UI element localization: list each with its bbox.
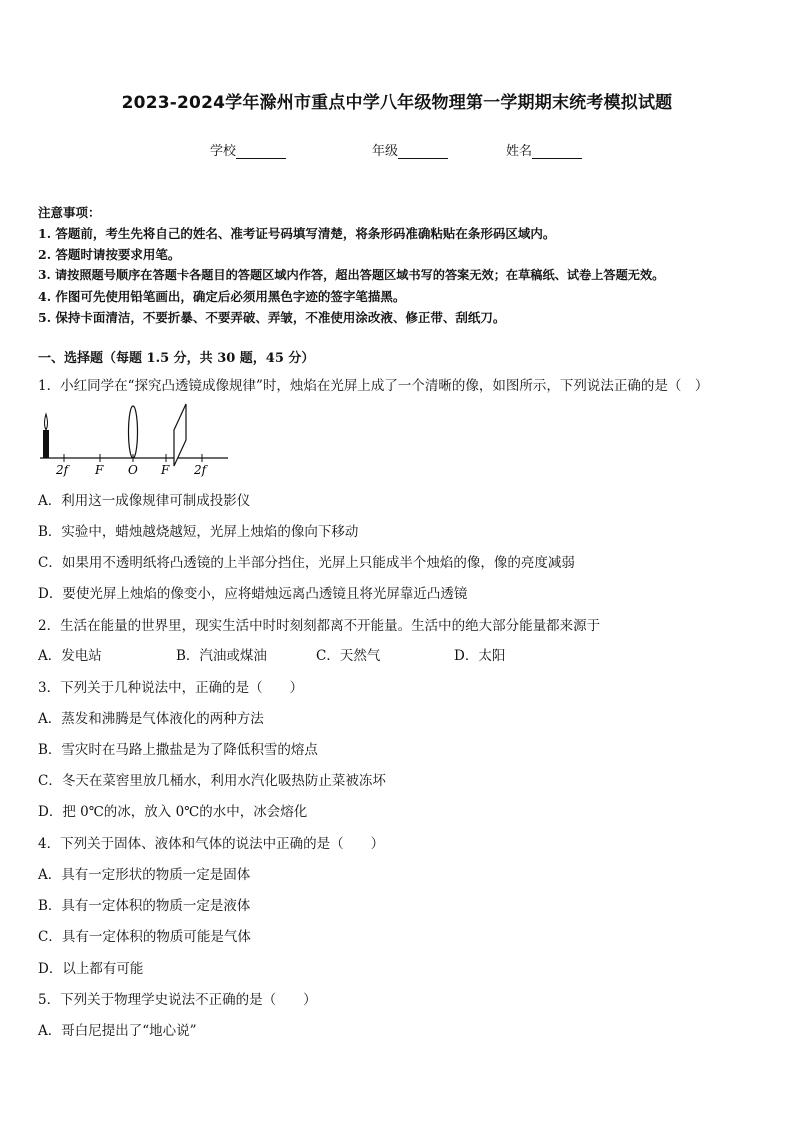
grade-label: 年级: [372, 144, 399, 159]
notes-heading: 注意事项：: [38, 205, 101, 220]
school-blank[interactable]: [236, 144, 286, 159]
q5-option-a[interactable]: A．哥白尼提出了“地心说”: [38, 1023, 197, 1039]
q4-option-b[interactable]: B．具有一定体积的物质一定是液体: [38, 898, 251, 914]
q1-option-d[interactable]: D．要使光屏上烛焰的像变小，应将蜡烛远离凸透镜且将光屏靠近凸透镜: [38, 586, 468, 602]
page-title: 2023-2024学年滁州市重点中学八年级物理第一学期期末统考模拟试题: [121, 93, 673, 113]
name-blank[interactable]: [532, 144, 582, 159]
question-3-stem: 3．下列关于几种说法中，正确的是（ ）: [38, 680, 304, 696]
school-field: [210, 140, 286, 159]
label-2f-left: 2f: [56, 463, 69, 477]
lens-diagram: [36, 400, 236, 478]
label-f-right: F: [161, 463, 170, 477]
note-item: 4. 作图可先使用铅笔画出，确定后必须用黑色字迹的签字笔描黑。: [38, 289, 406, 304]
name-label: 姓名: [506, 144, 533, 159]
q2-option-c[interactable]: C．天然气: [316, 648, 381, 664]
q1-option-a[interactable]: A．利用这一成像规律可制成投影仪: [38, 493, 251, 509]
grade-blank[interactable]: [398, 144, 448, 159]
grade-field: [372, 140, 448, 159]
q4-option-c[interactable]: C．具有一定体积的物质可能是气体: [38, 929, 251, 945]
q2-option-b[interactable]: B．汽油或煤油: [176, 648, 267, 664]
note-item: 2. 答题时请按要求用笔。: [38, 247, 181, 262]
question-4-stem: 4．下列关于固体、液体和气体的说法中正确的是（ ）: [38, 836, 385, 852]
label-f-left: F: [95, 463, 104, 477]
notes-block: [38, 202, 664, 328]
section-heading: 一、选择题（每题 1.5 分，共 30 题，45 分）: [38, 351, 315, 366]
candle-flame-icon: [45, 414, 48, 430]
note-item: 1. 答题前，考生先将自己的姓名、准考证号码填写清楚，将条形码准确粘贴在条形码区域内。: [38, 226, 556, 241]
school-label: 学校: [210, 144, 237, 159]
note-item: 5. 保持卡面清洁，不要折暴、不要弄破、弄皱，不准使用涂改液、修正带、刮纸刀。: [38, 310, 506, 325]
q3-option-d[interactable]: D．把 0℃的冰，放入 0℃的水中，冰会熔化: [38, 804, 308, 820]
q3-option-b[interactable]: B．雪灾时在马路上撒盐是为了降低积雪的熔点: [38, 742, 318, 758]
label-2f-right: 2f: [194, 463, 207, 477]
q3-option-c[interactable]: C．冬天在菜窖里放几桶水，利用水汽化吸热防止菜被冻坏: [38, 773, 386, 789]
question-1-stem: 1．小红同学在“探究凸透镜成像规律”时，烛焰在光屏上成了一个清晰的像，如图所示，下列说法正确的是（ ）: [38, 378, 709, 394]
label-o: O: [128, 463, 138, 477]
light-screen-icon: [174, 404, 186, 466]
candle-icon: [43, 430, 49, 458]
q2-option-a[interactable]: A．发电站: [38, 648, 102, 664]
question-2-stem: 2．生活在能量的世界里，现实生活中时时刻刻都离不开能量。生活中的绝大部分能量都来源于: [38, 618, 601, 634]
q1-option-b[interactable]: B．实验中，蜡烛越烧越短，光屏上烛焰的像向下移动: [38, 524, 359, 540]
q2-option-d[interactable]: D．太阳: [454, 648, 506, 664]
q1-option-c[interactable]: C．如果用不透明纸将凸透镜的上半部分挡住，光屏上只能成半个烛焰的像，像的亮度减弱: [38, 555, 575, 571]
q3-option-a[interactable]: A．蒸发和沸腾是气体液化的两种方法: [38, 711, 264, 727]
name-field: [506, 140, 582, 159]
note-item: 3. 请按照题号顺序在答题卡各题目的答题区域内作答，超出答题区域书写的答案无效；在草稿纸、试卷上答题无效。: [38, 268, 665, 282]
q4-option-d[interactable]: D．以上都有可能: [38, 961, 144, 977]
question-5-stem: 5．下列关于物理学史说法不正确的是（ ）: [38, 992, 317, 1008]
convex-lens-icon: [129, 406, 138, 458]
q4-option-a[interactable]: A．具有一定形状的物质一定是固体: [38, 867, 251, 883]
